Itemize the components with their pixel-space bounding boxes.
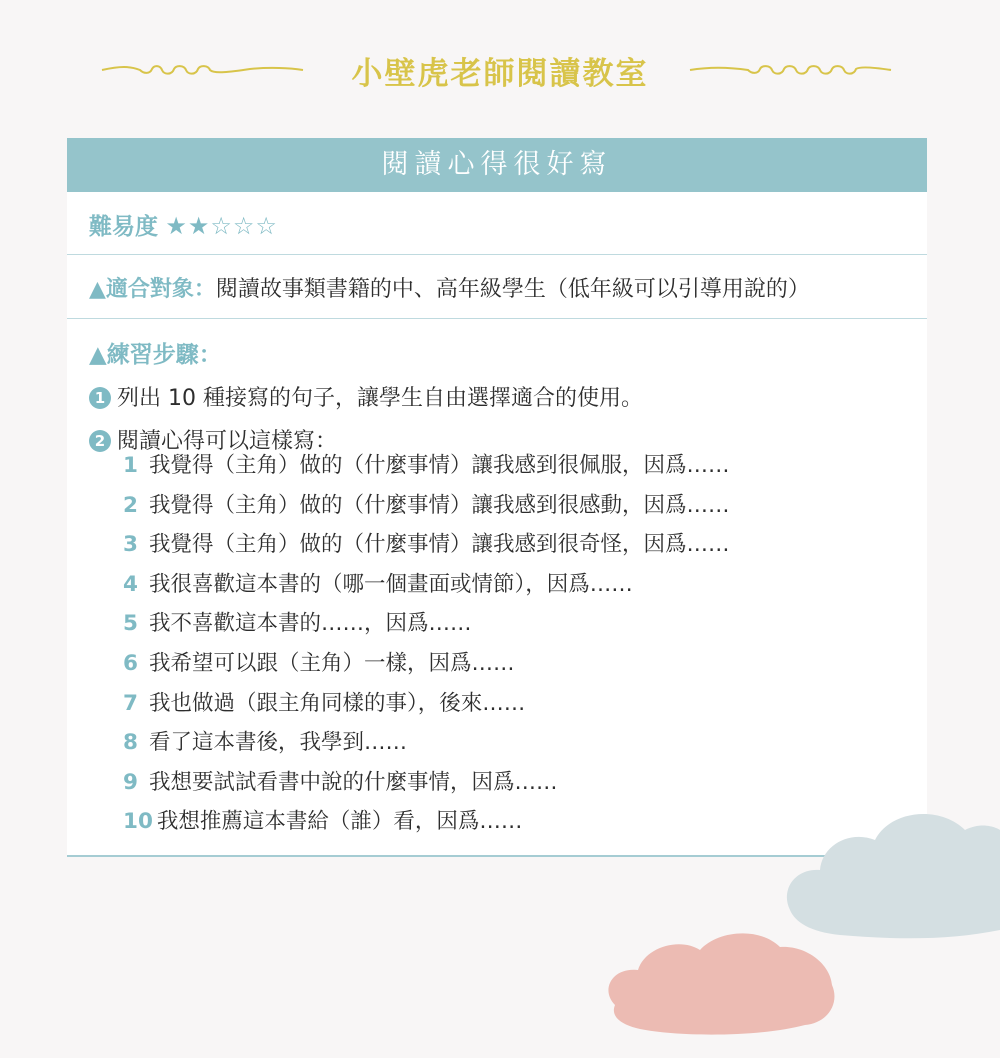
sentence-item bbox=[123, 606, 903, 646]
sentence-text: 看了這本書後，我學到…… bbox=[149, 730, 408, 756]
sentence-list bbox=[123, 448, 903, 844]
sentence-number: 7 bbox=[123, 690, 138, 716]
step-number-badge: 2 bbox=[89, 430, 111, 452]
steps-heading: ▲練習步驟： bbox=[89, 342, 222, 368]
sentence-item bbox=[123, 686, 903, 726]
header bbox=[0, 40, 1000, 100]
sentence-number: 4 bbox=[123, 571, 138, 597]
sentence-number: 5 bbox=[123, 611, 138, 637]
pink-cloud-decoration bbox=[600, 925, 840, 1040]
right-squiggle-decoration bbox=[688, 60, 893, 80]
filled-stars: ★★ bbox=[165, 212, 211, 240]
sentence-number: 8 bbox=[123, 730, 138, 756]
blue-cloud-decoration bbox=[780, 790, 1000, 940]
worksheet-card bbox=[67, 138, 927, 857]
step-text: 閱讀心得可以這樣寫： bbox=[117, 429, 338, 454]
sentence-text: 我很喜歡這本書的（哪一個畫面或情節），因爲…… bbox=[149, 571, 633, 597]
step-item bbox=[89, 381, 909, 412]
sentence-text: 我想要試試看書中說的什麼事情，因爲…… bbox=[149, 769, 558, 795]
sentence-number: 10 bbox=[123, 809, 153, 835]
sentence-item bbox=[123, 448, 903, 488]
difficulty-label: 難易度 bbox=[89, 214, 158, 240]
difficulty-rating bbox=[165, 212, 278, 240]
sentence-number: 1 bbox=[123, 453, 138, 478]
sentence-number: 3 bbox=[123, 532, 138, 558]
sentence-number: 6 bbox=[123, 650, 138, 676]
step-number-badge: 1 bbox=[89, 387, 111, 409]
sentence-number: 9 bbox=[123, 769, 138, 795]
sentence-item bbox=[123, 488, 903, 528]
steps-section bbox=[89, 336, 909, 455]
sentence-text: 我覺得（主角）做的（什麼事情）讓我感到很佩服，因爲…… bbox=[149, 453, 730, 478]
sentence-text: 我覺得（主角）做的（什麼事情）讓我感到很感動，因爲…… bbox=[149, 492, 730, 518]
sentence-text: 我想推薦這本書給（誰）看，因爲…… bbox=[156, 809, 523, 835]
empty-stars: ☆☆☆ bbox=[210, 212, 278, 240]
card-title: 閱讀心得很好寫 bbox=[67, 138, 927, 192]
sentence-item bbox=[123, 725, 903, 765]
target-label: ▲適合對象： bbox=[89, 277, 216, 302]
sentence-text: 我希望可以跟（主角）一樣，因爲…… bbox=[149, 650, 515, 676]
difficulty-row bbox=[67, 192, 927, 255]
sentence-item bbox=[123, 646, 903, 686]
target-value: 閱讀故事類書籍的中、高年級學生（低年級可以引導用說的） bbox=[215, 277, 810, 302]
sentence-item bbox=[123, 527, 903, 567]
target-row bbox=[67, 255, 927, 319]
sentence-text: 我也做過（跟主角同樣的事），後來…… bbox=[149, 690, 526, 716]
sentence-text: 我不喜歡這本書的……，因爲…… bbox=[149, 611, 472, 637]
sentence-item bbox=[123, 567, 903, 607]
brand-title: 小壁虎老師閱讀教室 bbox=[351, 56, 649, 92]
sentence-number: 2 bbox=[123, 492, 138, 518]
step-text: 列出 10 種接寫的句子，讓學生自由選擇適合的使用。 bbox=[117, 386, 643, 411]
sentence-text: 我覺得（主角）做的（什麼事情）讓我感到很奇怪，因爲…… bbox=[149, 532, 730, 558]
